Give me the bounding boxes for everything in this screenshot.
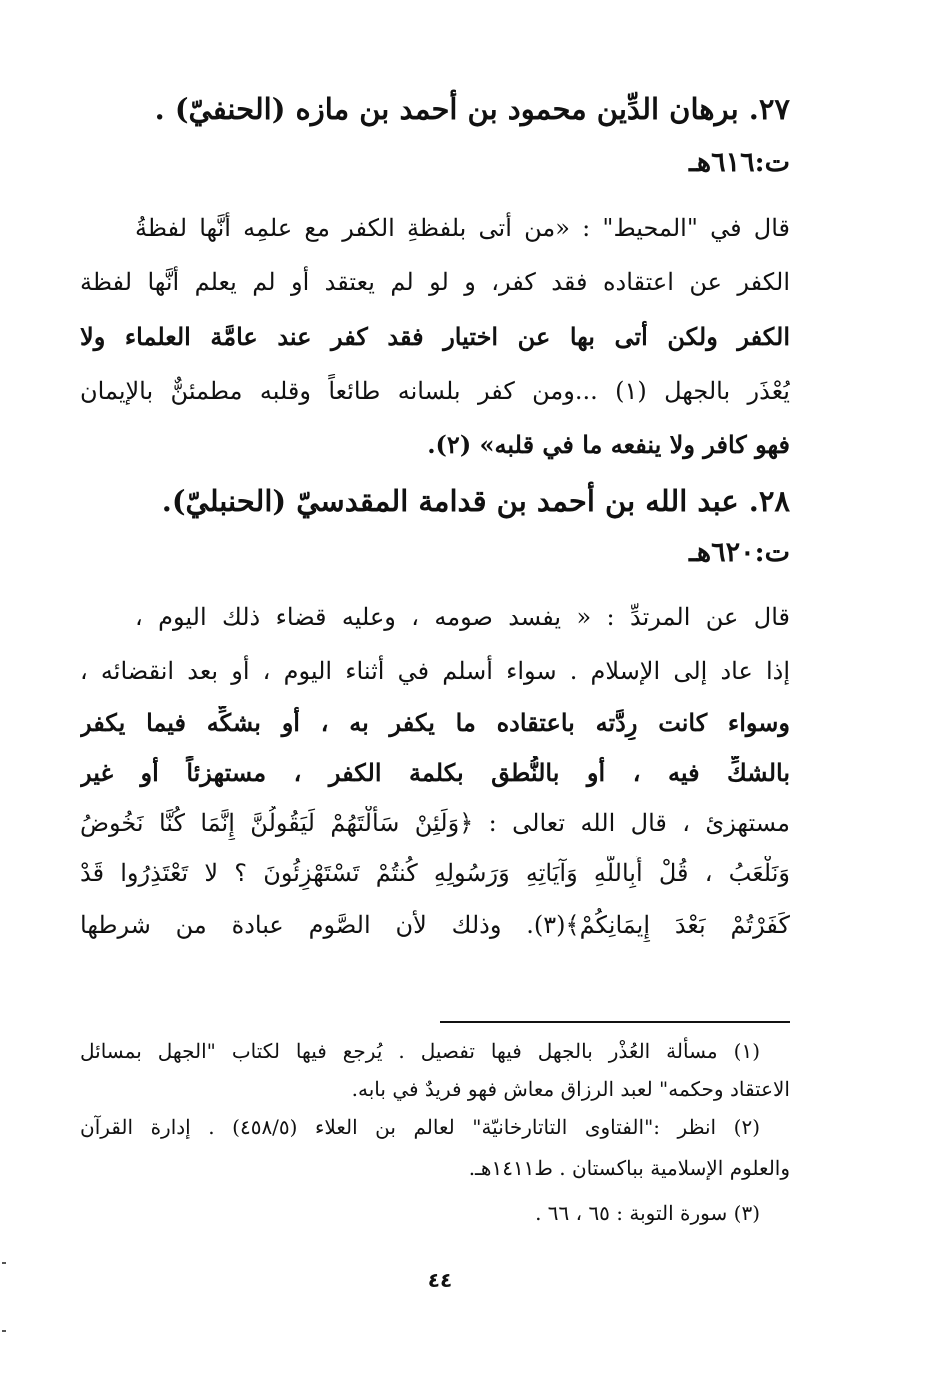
entry-28-line-3: وسواء كانت رِدَّته باعتقاده ما يكفر به ، أو بشكِّه فيما يكفر <box>80 708 790 737</box>
footnote-2-line-2: والعلوم الإسلامية بباكستان . ط١٤١١هـ. <box>468 1156 790 1180</box>
entry-28-line-6: وَنَلْعَبُ ، قُلْ أَبِاللَّهِ وَآيَاتِهِ وَرَسُولِهِ كُنتُمْ تَسْتَهْزِئُونَ ؟ لا تَعْتَذِرُوا قَدْ <box>80 859 790 887</box>
entry-28-death-date: ت:٦٢٠هـ <box>688 537 790 568</box>
footnote-3: (٣) سورة التوبة : ٦٥ ، ٦٦ . <box>535 1201 760 1225</box>
scan-mark <box>2 1330 6 1332</box>
entry-28-line-4: بالشكِّ فيه ، أو بالنُّطق بكلمة الكفر ، مستهزئاً أو غير <box>80 758 790 787</box>
entry-27-heading: ٢٧. برهان الدِّين محمود بن أحمد بن مازه (الحنفيّ) . <box>154 92 790 126</box>
footnote-separator <box>440 1021 790 1023</box>
entry-28-heading: ٢٨. عبد الله بن أحمد بن قدامة المقدسيّ (الحنبليّ). <box>161 484 790 518</box>
entry-27-line-1: قال في "المحيط" : «من أتى بلفظةِ الكفر مع علمِه أنَّها لفظةُ <box>135 214 790 242</box>
entry-28-line-2: إذا عاد إلى الإسلام . سواء أسلم في أثناء اليوم ، أو بعد انقضائه ، <box>80 657 790 685</box>
entry-27-line-2: الكفر عن اعتقاده فقد كفر، و لو لم يعتقد أو لم يعلم أنَّها لفظة <box>80 268 790 296</box>
entry-27-death-date: ت:٦١٦هـ <box>688 147 790 178</box>
entry-27-line-4: يُعْذَر بالجهل (١) ...ومن كفر بلسانه طائعاً وقلبه مطمئنٌّ بالإيمان <box>80 377 790 405</box>
entry-28-line-1: قال عن المرتدِّ : « يفسد صومه ، وعليه قضاء ذلك اليوم ، <box>135 603 790 631</box>
entry-27-line-3: الكفر ولكن أتى بها عن اختيار فقد كفر عند عامَّة العلماء ولا <box>80 322 790 351</box>
scan-mark <box>2 1262 6 1264</box>
footnote-1-line-2: الاعتقاد وحكمه" لعبد الرزاق معاش فهو فريدٌ في بابه. <box>351 1077 790 1101</box>
footnote-1-line-1: (١) مسألة العُذْر بالجهل فيها تفصيل . يُرجع فيها لكتاب "الجهل بمسائل <box>80 1039 760 1063</box>
entry-28-line-7: كَفَرْتُمْ بَعْدَ إِيمَانِكُمْ﴾(٣). وذلك لأن الصَّوم عبادة من شرطها <box>80 911 790 939</box>
page-number: ٤٤ <box>427 1268 453 1292</box>
footnote-2-line-1: (٢) انظر :"الفتاوى التاتارخانيّة" لعالم بن العلاء (٤٥٨/٥) . إدارة القرآن <box>80 1115 760 1139</box>
entry-28-line-5: مستهزئ ، قال الله تعالى : ﴿وَلَئِنْ سَأَلْتَهُمْ لَيَقُولُنَّ إِنَّمَا كُنَّا نَخُوضُ <box>80 809 790 837</box>
entry-27-line-5: فهو كافر ولا ينفعه ما في قلبه» (٢). <box>427 430 790 459</box>
